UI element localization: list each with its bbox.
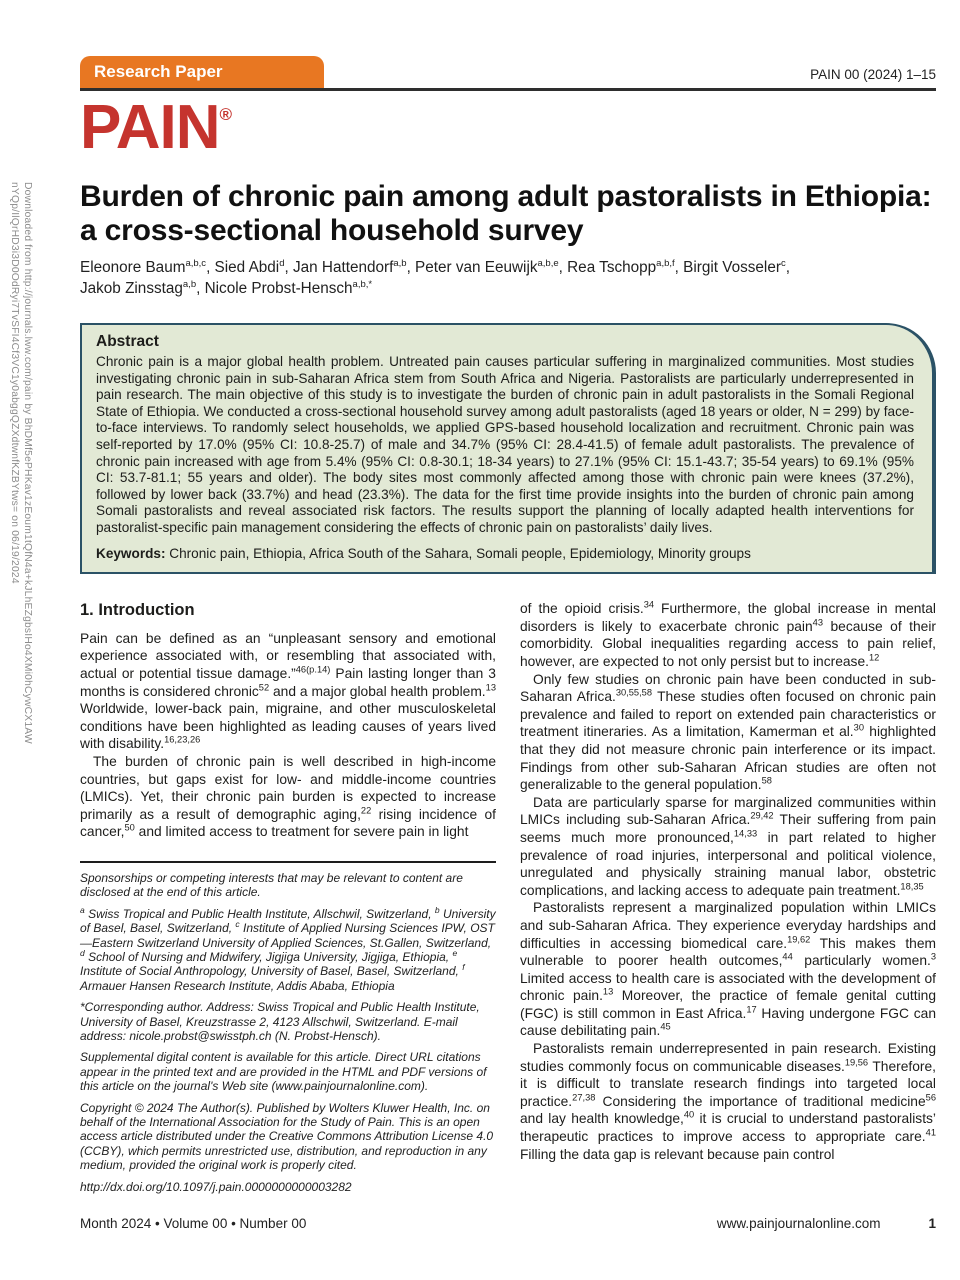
intro-paragraph: Pastoralists remain underrepresented in pain research. Existing studies commonly focus on communicable diseases.$^{19,56}$ Therefore, it is difficult to translate research findings into targeted local practice.$^{27,38}$ Considering the importance of traditional medicine$^{56}$ and lay health knowledge,$^{40}$ it is crucial to understand pastoralists’ therapeutic practices to improve access to appropriate care.$^{41}$ Filling the data gap is relevant because pain control	[520, 1041, 937, 1162]
article-title: Burden of chronic pain among adult pastoralists in Ethiopia: a cross-sectional household survey	[80, 180, 932, 248]
pain-journal-logo	[80, 95, 936, 160]
footer-page-number: 1	[928, 1216, 936, 1231]
footnote-block	[80, 861, 496, 1194]
footer-issue-info: Month 2024 • Volume 00 • Number 00	[80, 1216, 307, 1231]
footer-right-group	[717, 1216, 936, 1231]
doi-link[interactable]	[80, 1180, 496, 1194]
doi-url[interactable]: http://dx.doi.org/10.1097/j.pain.0000000000003282	[80, 1179, 352, 1194]
corresponding-author-note: *Corresponding author. Address: Swiss Tropical and Public Health Institute, University of Basel, Kreuzstrasse 2, 4123 Allschwil, Switzerland. E-mail address: nicole.probst@swisstph.ch (N. Probst-Hensch).	[80, 1000, 480, 1043]
logo-text: PAIN	[80, 93, 220, 162]
abstract-heading: Abstract	[96, 333, 159, 351]
intro-paragraph: Pastoralists represent a marginalized population within LMICs and sub-Saharan Africa. They experience everyday hardships and difficulties in accessing biomedical care.$^{19,62}$ This makes them vulnerable to poorer health outcomes,$^{44}$ particularly women.$^3$ Limited access to health care is associated with the development of chronic pain.$^{13}$ Moreover, the practice of female genital cutting (FGC) is still common in East Africa.$^{17}$ Having undergone FGC can cause debilitating pain.$^{45}$	[520, 900, 936, 1039]
registered-trademark-icon: ®	[219, 105, 233, 124]
intro-paragraph: Pain can be defined as an “unpleasant sensory and emotional experience associated with, or resembling that associated with, actual or potential tissue damage.”$^{46(p.14)}$ Pain lasting longer than 3 months is considered chronic$^{52}$ and a major global health problem.$^{13}$ Worldwide, lower-back pain, migraine, and other musculoskeletal conditions have been highlighted as leading causes of years lived with disability.$^{16,23,26}$	[80, 630, 496, 752]
abstract-box	[80, 323, 936, 574]
download-watermark	[8, 182, 34, 744]
footer-journal-url[interactable]: www.painjournalonline.com	[716, 1216, 881, 1231]
keywords-label: Keywords:	[96, 545, 166, 561]
abstract-text: Chronic pain is a major global health problem. Untreated pain causes particular suffering in marginalized communities. Most studies investigating chronic pain in sub-Saharan Africa stem from South Africa and Nigeria. Pastoralists are particularly underrepresented in pain research. The main objective of this study is to investigate the burden of chronic pain in adult pastoralists in the Somali Regional State of Ethiopia. We conducted a cross-sectional household survey among adult pastoralists (aged 18 years or older, N = 299) by face-to-face interviews. To randomly select households, we applied GPS-based household localization and recruitment. Chronic pain was self-reported by 17.0% (95% CI: 10.8-25.7) of male and 34.7% (95% CI: 28.4-41.5) of female adult pastoralists. The prevalence of chronic pain increased with age from 5.4% (95% CI: 0.8-30.1; 18-34 years) to 27.1% (95% CI: 15.1-43.7; 35-54 years) to 69.1% (95% CI: 53.7-81.1; 55 years and older). The body sites most commonly affected among those with chronic pain were knees (37.2%), followed by lower back (33.7%) and head (23.3%). The data for the first time provide insights into the burden of chronic pain among Somali pastoralists and reveal associated risk factors. The results support the planning of locally adapted health interventions for pastoralist-specific pain management considering the effects of chronic pain on pastoralists’ daily lives.	[96, 354, 914, 536]
copyright-note: Copyright © 2024 The Author(s). Published by Wolters Kluwer Health, Inc. on behalf of the International Association for the Study of Pain. This is an open access article distributed under the Creative Commons Attribution License 4.0 (CCBY), which permits unrestricted use, distribution, and reproduction in any medium, provided the original work is properly cited.	[80, 1100, 494, 1173]
page-footer	[80, 1216, 936, 1231]
right-column	[520, 600, 936, 1201]
supplemental-content-note: Supplemental digital content is available for this article. Direct URL citations appear in the printed text and are provided in the HTML and PDF versions of this article on the journal's Web site (www.painjournalonline.com).	[80, 1050, 487, 1094]
sponsorship-note: Sponsorships or competing interests that may be relevant to content are disclosed at the end of this article.	[80, 870, 463, 900]
intro-paragraph: Only few studies on chronic pain have been conducted in sub-Saharan Africa.$^{30,55,58}$ These studies often focused on chronic pain prevalence and failed to report on extended pain characteristics or treatment itineraries. As a limitation, Kamerman et al.$^{30}$ highlighted that they did not measure chronic pain interference or its impact. Findings from other sub-Saharan African studies are often not generalizable to the general population.$^{58}$	[520, 671, 937, 793]
section-heading-introduction: 1. Introduction	[80, 601, 195, 620]
author-line-1: Eleonore Baum$^{a,b,c}$, Sied Abdi$^d$, Jan Hattendorf$^{a,b}$, Peter van Eeuwijk$^{a,b,e}$, Rea Tschopp$^{a,b,f}$, Birgit Vosseler$^c$,	[80, 258, 790, 277]
intro-paragraph: The burden of chronic pain is well described in high-income countries, but gaps exist for low- and middle-income countries (LMICs). Yet, their chronic pain burden is expected to increase primarily as a result of demographic aging,$^{22}$ rising incidence of cancer,$^{50}$ and limited access to treatment for severe pain in light	[80, 753, 496, 840]
watermark-line-1: Downloaded from http://journals.lww.com/pain by BhDMf5ePHKav1zEoum1tQfN4a+kJLhEZgbsIHo4XMi0hCywCX1AW	[22, 182, 33, 744]
author-list	[80, 257, 936, 299]
keywords-text: Chronic pain, Ethiopia, Africa South of the Sahara, Somali people, Epidemiology, Minority groups	[165, 545, 751, 561]
intro-paragraph: of the opioid crisis.$^{34}$ Furthermore, the global increase in mental disorders is likely to exacerbate chronic pain$^{43}$ because of their comorbidity. Global inequalities regarding access to pain relief, however, are expected to not only persist but to increase.$^{12}$	[520, 599, 936, 669]
header-divider	[80, 88, 936, 91]
research-paper-banner: Research Paper	[80, 56, 324, 88]
left-column	[80, 600, 496, 1201]
intro-paragraph: Data are particularly sparse for marginalized communities within LMICs including sub-Saharan Africa.$^{29,42}$ Their suffering from pain seems much more pronounced,$^{14,33}$ in part related to higher prevalence of road injuries, interpersonal and political violence, unregulated and physically straining manual labor, obstetric complications, and lacking access to adequate pain treatment.$^{18,35}$	[520, 794, 936, 898]
watermark-line-2: nYQp/IlQrHD3i3D0OdRyi7TvSFI4Cf3VC1y0abggQZXdtwnfKZBYtws= on 06/19/2024	[9, 182, 20, 584]
keywords-line	[96, 546, 914, 563]
affiliations-note: $^a$ Swiss Tropical and Public Health Institute, Allschwil, Switzerland, $^b$ University of Basel, Basel, Switzerland, $^c$ Institute of Applied Nursing Sciences IPW, OST—Eastern Switzerland University of Applied Sciences, St.Gallen, Switzerland, $^d$ School of Nursing and Midwifery, Jigjiga University, Jigjiga, Ethiopia, $^e$ Institute of Social Anthropology, University of Basel, Basel, Switzerland, $^f$ Armauer Hansen Research Institute, Addis Ababa, Ethiopia	[80, 904, 496, 993]
author-line-2: Jakob Zinsstag$^{a,b}$, Nicole Probst-Hensch$^{a,b,*}$	[80, 279, 373, 298]
journal-citation: PAIN 00 (2024) 1–15	[810, 67, 936, 82]
article-page	[80, 0, 936, 1201]
article-body-columns	[80, 600, 936, 1201]
page-header	[80, 56, 936, 88]
